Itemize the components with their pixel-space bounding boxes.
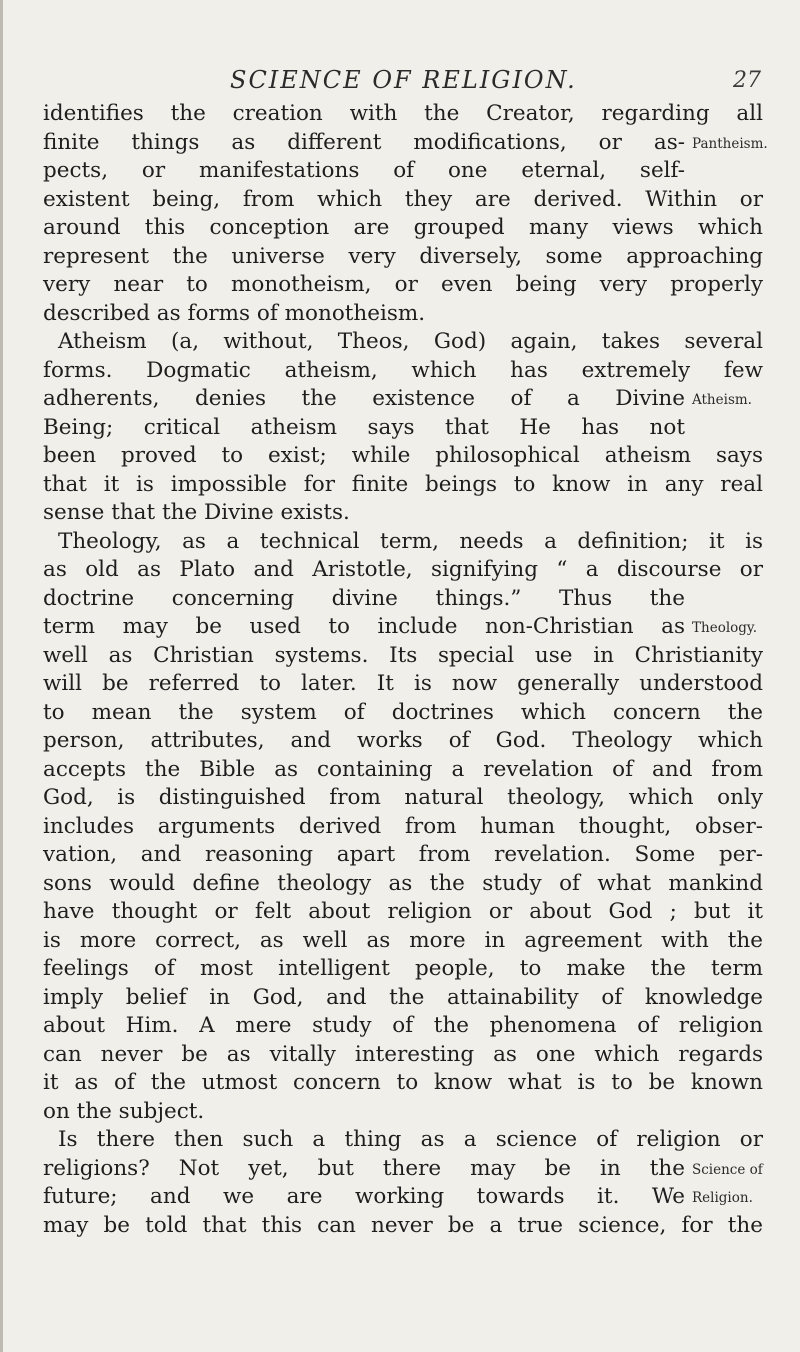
text-line: Being; critical atheism says that He has not [43,414,685,440]
text-line: will be referred to later. It is now generally understood [43,671,763,696]
text-line: God, is distinguished from natural theology, which only [43,785,763,810]
text-line: religions? Not yet, but there may be in the [43,1155,685,1181]
margin-note: Atheism. [692,392,752,408]
text-line: as old as Plato and Aristotle, signifying “ a discourse or [43,557,763,582]
text-line: identifies the creation with the Creator, regarding all [43,101,763,126]
text-line: described as forms of monotheism. [43,300,426,326]
text-line: future; and we are working towards it. We [43,1184,685,1209]
text-line: on the subject. [43,1098,205,1124]
text-line: imply belief in God, and the attainability of knowledge [43,984,763,1010]
text-line: includes arguments derived from human thought, obser- [43,813,763,839]
text-line: represent the universe very diversely, some approaching [43,243,763,269]
text-line: adherents, denies the existence of a Divine [43,386,685,411]
text-line: can never be as vitally interesting as one which regards [43,1041,763,1067]
text-line: have thought or felt about religion or about God ; but it [43,899,763,924]
margin-note: Science of [692,1161,763,1178]
text-line: may be told that this can never be a true science, for the [43,1212,763,1238]
running-header: SCIENCE OF RELIGION. [230,66,577,94]
text-line: to mean the system of doctrines which concern the [43,699,763,725]
margin-note: Theology. [692,620,758,636]
text-line: Theology, as a technical term, needs a definition; it is [58,528,763,554]
text-line: it as of the utmost concern to know what is to be known [43,1070,763,1095]
text-line: accepts the Bible as containing a revelation of and from [43,756,763,782]
text-line: sense that the Divine exists. [43,500,350,525]
text-line: pects, or manifestations of one eternal, self- [43,158,685,183]
text-line: that it is impossible for finite beings to know in any real [43,471,763,497]
text-line: is more correct, as well as more in agreement with the [43,927,763,953]
text-line: been proved to exist; while philosophical atheism says [43,443,763,468]
page-binding-edge [0,0,3,1352]
text-line: around this conception are grouped many views which [43,215,763,240]
margin-note: Pantheism. [692,135,768,152]
text-line: person, attributes, and works of God. Theology which [43,728,763,753]
text-line: feelings of most intelligent people, to make the term [43,956,763,981]
text-line: Atheism (a, without, Theos, God) again, takes several [58,329,763,354]
text-line: very near to monotheism, or even being very properly [43,272,763,297]
margin-note: Religion. [692,1190,753,1206]
text-line: sons would define theology as the study of what mankind [43,870,763,896]
text-line: forms. Dogmatic atheism, which has extremely few [43,357,763,383]
text-line: finite things as different modifications, or as- [43,129,685,155]
text-line: vation, and reasoning apart from revelation. Some per- [43,842,763,867]
text-line: well as Christian systems. Its special use in Christianity [43,642,763,668]
text-line: about Him. A mere study of the phenomena of religion [43,1013,763,1038]
page-number: 27 [733,68,761,93]
text-line: term may be used to include non-Christian as [43,614,685,639]
text-line: existent being, from which they are derived. Within or [43,186,763,212]
text-line: doctrine concerning divine things.” Thus the [43,585,685,611]
text-line: Is there then such a thing as a science of religion or [58,1127,763,1152]
